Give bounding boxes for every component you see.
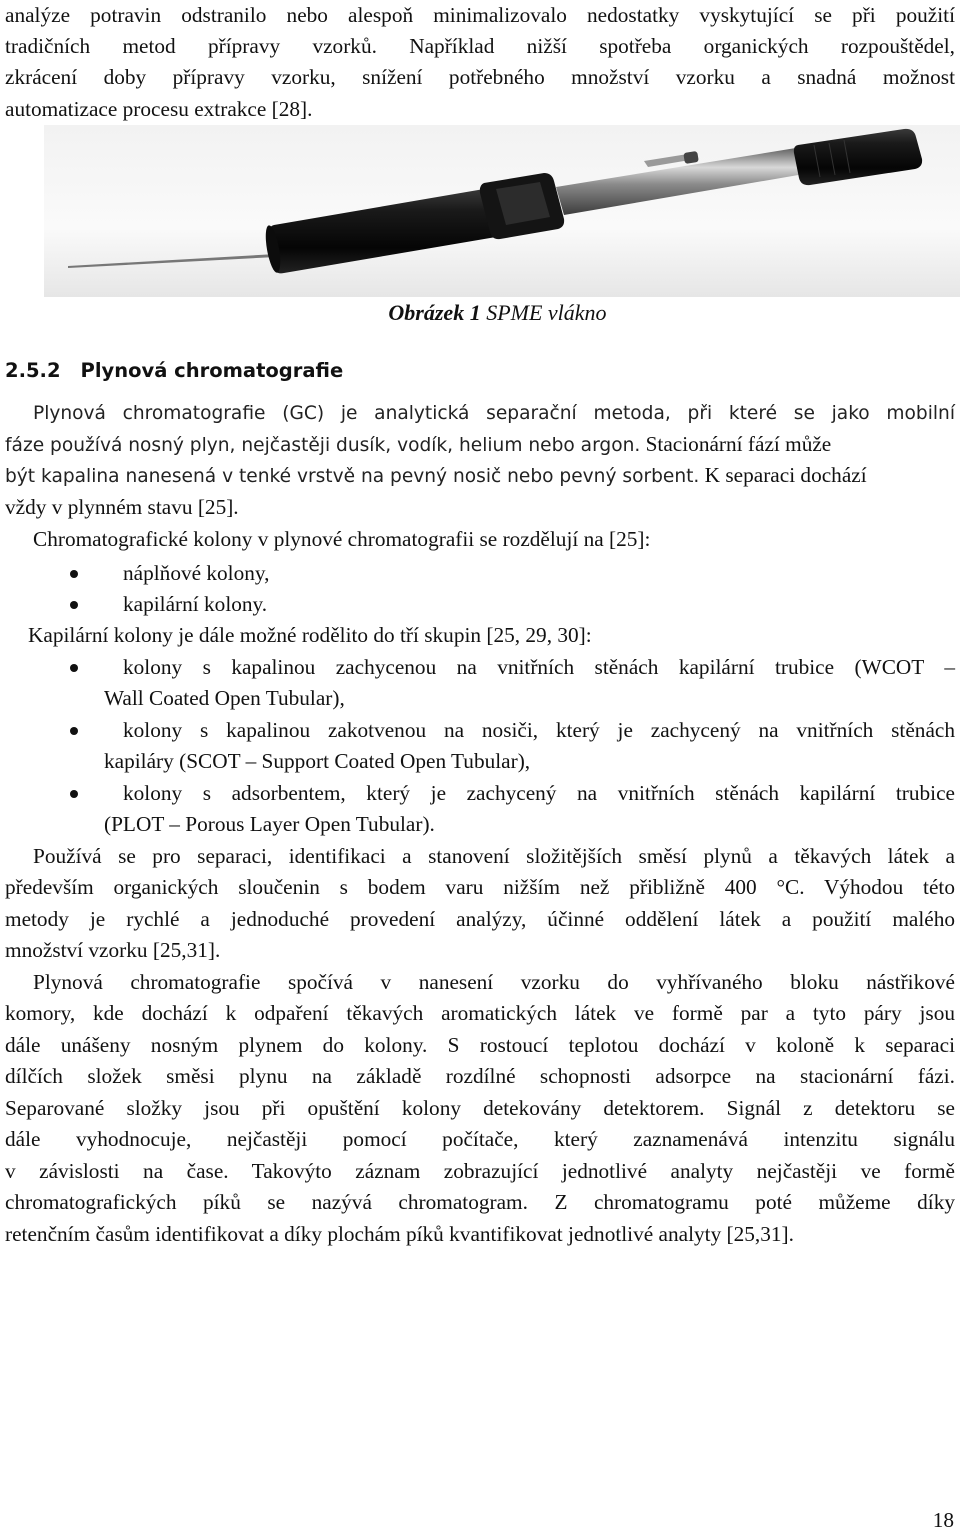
section-number: 2.5.2 <box>5 359 61 382</box>
bullet-dot <box>70 790 78 798</box>
spme-fiber-photo <box>44 125 960 297</box>
column-type-1: náplňové kolony, <box>123 561 270 585</box>
figure-caption-label: Obrázek 1 <box>388 300 481 325</box>
usage-line-4: množství vzorku [25,31]. <box>5 938 221 962</box>
list-item <box>70 652 955 716</box>
usage-line-1: Používá se pro separaci, identifikaci a stanovení složitějších směsí plynů a těkavých látek a <box>33 844 955 868</box>
bullet-dot <box>70 570 78 578</box>
columns-intro: Chromatografické kolony v plynové chromatografii se rozdělují na [25]: <box>33 527 651 551</box>
gc-intro-line-4: vždy v plynném stavu [25]. <box>5 495 239 519</box>
principle-line-2: komory, kde dochází k odpaření těkavých aromatických látek ve formě par a tyto páry jsou <box>5 1001 955 1025</box>
principle-line-7: v závislosti na čase. Takovýto záznam zobrazující jednotlivé analyty nejčastěji ve formě <box>5 1159 955 1183</box>
gc-intro-line-3a: být kapalina nanesená v tenké vrstvě na pevný nosič nebo pevný sorbent. <box>5 466 700 487</box>
usage-line-2: především organických sloučenin s bodem varu nižším než přibližně 400 °C. Výhodou této <box>5 875 955 899</box>
section-heading <box>5 355 343 387</box>
list-item <box>70 778 955 842</box>
bullet-dot <box>70 664 78 672</box>
capillary-type-3-line-1: kolony s adsorbentem, který je zachycený na vnitřních stěnách kapilární trubice <box>123 781 955 805</box>
figure-caption-text: SPME vlákno <box>480 300 607 325</box>
capillary-type-2-line-1: kolony s kapalinou zakotvenou na nosiči, který je zachycený na vnitřních stěnách <box>123 718 955 742</box>
gc-intro-line-3 <box>5 460 955 492</box>
principle-line-3: dále unášeny nosným plynem do kolony. S rostoucí teplotou dochází v koloně k separaci <box>5 1033 955 1057</box>
gc-intro-line-2a: fáze používá nosný plyn, nejčastěji dusík, vodík, helium nebo argon. <box>5 435 641 456</box>
list-item <box>70 715 955 779</box>
capillary-type-2-line-2: kapiláry (SCOT – Support Coated Open Tubular), <box>104 749 531 773</box>
column-type-2: kapilární kolony. <box>123 592 268 616</box>
gc-intro-line-2b: Stacionární fází může <box>640 432 832 456</box>
page-number: 18 <box>932 1508 954 1532</box>
section-title: Plynová chromatografie <box>80 359 344 382</box>
bullet-dot <box>70 727 78 735</box>
intro-line-2: tradičních metod přípravy vzorků. Například nižší spotřeba organických rozpouštědel, <box>5 34 955 58</box>
bullet-dot <box>70 601 78 609</box>
gc-intro-line-1: Plynová chromatografie (GC) je analytická separační metoda, při které se jako mobilní <box>33 403 955 424</box>
capillary-type-3-line-2: (PLOT – Porous Layer Open Tubular). <box>104 812 435 836</box>
principle-line-8: chromatografických píků se nazývá chromatogram. Z chromatogramu poté můžeme díky <box>5 1190 955 1214</box>
principle-line-9: retenčním časům identifikovat a díky plochám píků kvantifikovat jednotlivé analyty [25,31]. <box>5 1222 794 1246</box>
usage-line-3: metody je rychlé a jednoduché provedení analýzy, účinné oddělení látek a použití malého <box>5 907 955 931</box>
capillary-type-1-line-1: kolony s kapalinou zachycenou na vnitřních stěnách kapilární trubice (WCOT – <box>123 655 955 679</box>
intro-line-1: analýze potravin odstranilo nebo alespoň minimalizovalo nedostatky vyskytující se při použití <box>5 3 955 27</box>
intro-line-4: automatizace procesu extrakce [28]. <box>5 97 313 121</box>
gc-intro-line-3b: K separaci dochází <box>699 463 867 487</box>
gc-intro-line-2 <box>5 429 955 461</box>
capillary-intro: Kapilární kolony je dále možné rodělito do tří skupin [25, 29, 30]: <box>28 623 592 647</box>
principle-line-5: Separované složky jsou při opuštění kolony detekovány detektorem. Signál z detektoru se <box>5 1096 955 1120</box>
principle-line-1: Plynová chromatografie spočívá v nanesení vzorku do vyhřívaného bloku nástřikové <box>33 970 955 994</box>
principle-line-6: dále vyhodnocuje, nejčastěji pomocí počítače, který zaznamenává intenzitu signálu <box>5 1127 955 1151</box>
principle-line-4: dílčích složek směsi plynu na základě rozdílné schopnosti adsorpce na stacionární fázi. <box>5 1064 955 1088</box>
figure-caption <box>0 296 960 330</box>
intro-line-3: zkrácení doby přípravy vzorku, snížení potřebného množství vzorku a snadná možnost <box>5 65 955 89</box>
capillary-type-1-line-2: Wall Coated Open Tubular), <box>104 686 345 710</box>
